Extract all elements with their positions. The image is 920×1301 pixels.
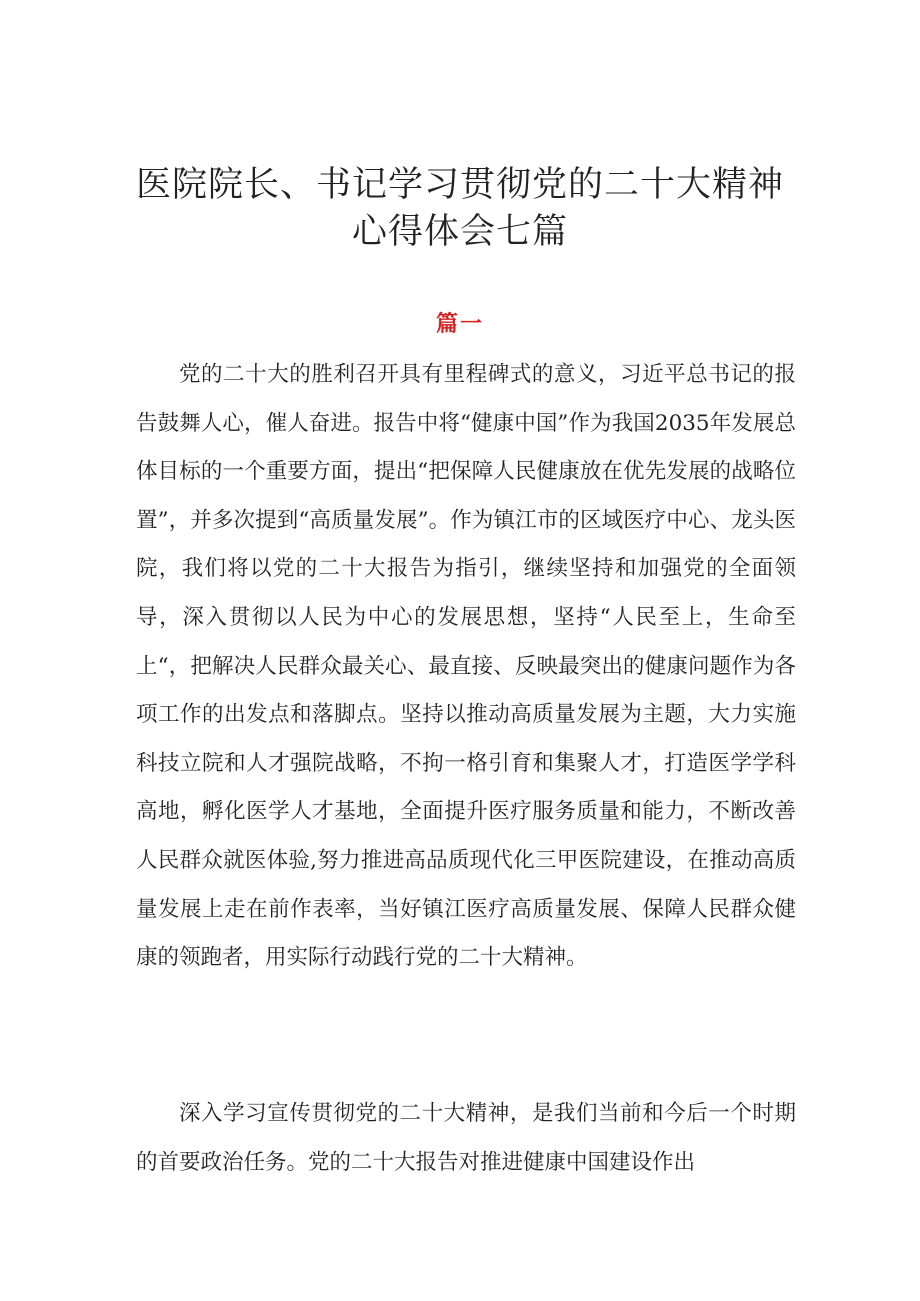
section-heading: 篇一 [435, 312, 484, 337]
document-title-line-1: 医院院长、书记学习贯彻党的二十大精神 [135, 165, 784, 205]
document-title-line-2: 心得体会七篇 [351, 212, 568, 252]
paragraph-2: 深入学习宣传贯彻党的二十大精神，是我们当前和今后一个时期的首要政治任务。党的二十大报告对推进健康中国建设作出 [136, 1101, 796, 1175]
paragraph-1: 党的二十大的胜利召开具有里程碑式的意义，习近平总书记的报告鼓舞人心，催人奋进。报告中将“健康中国”作为我国2035年发展总体目标的一个重要方面，提出“把保障人民健康放在优先发展的战略位置”，并多次提到“高质量发展”。作为镇江市的区域医疗中心、龙头医院，我们将以党的二十大报告为指引，继续坚持和加强党的全面领导，深入贯彻以人民为中心的发展思想，坚持“人民至上，生命至上“，把解决人民群众最关心、最直接、反映最突出的健康问题作为各项工作的出发点和落脚点。坚持以推动高质量发展为主题，大力实施科技立院和人才强院战略，不拘一格引育和集聚人才，打造医学学科高地，孵化医学人才基地，全面提升医疗服务质量和能力，不断改善人民群众就医体验,努力推进高品质现代化三甲医院建设，在推动高质量发展上走在前作表率，当好镇江医疗高质量发展、保障人民群众健康的领跑者，用实际行动践行党的二十大精神。 [136, 362, 796, 971]
